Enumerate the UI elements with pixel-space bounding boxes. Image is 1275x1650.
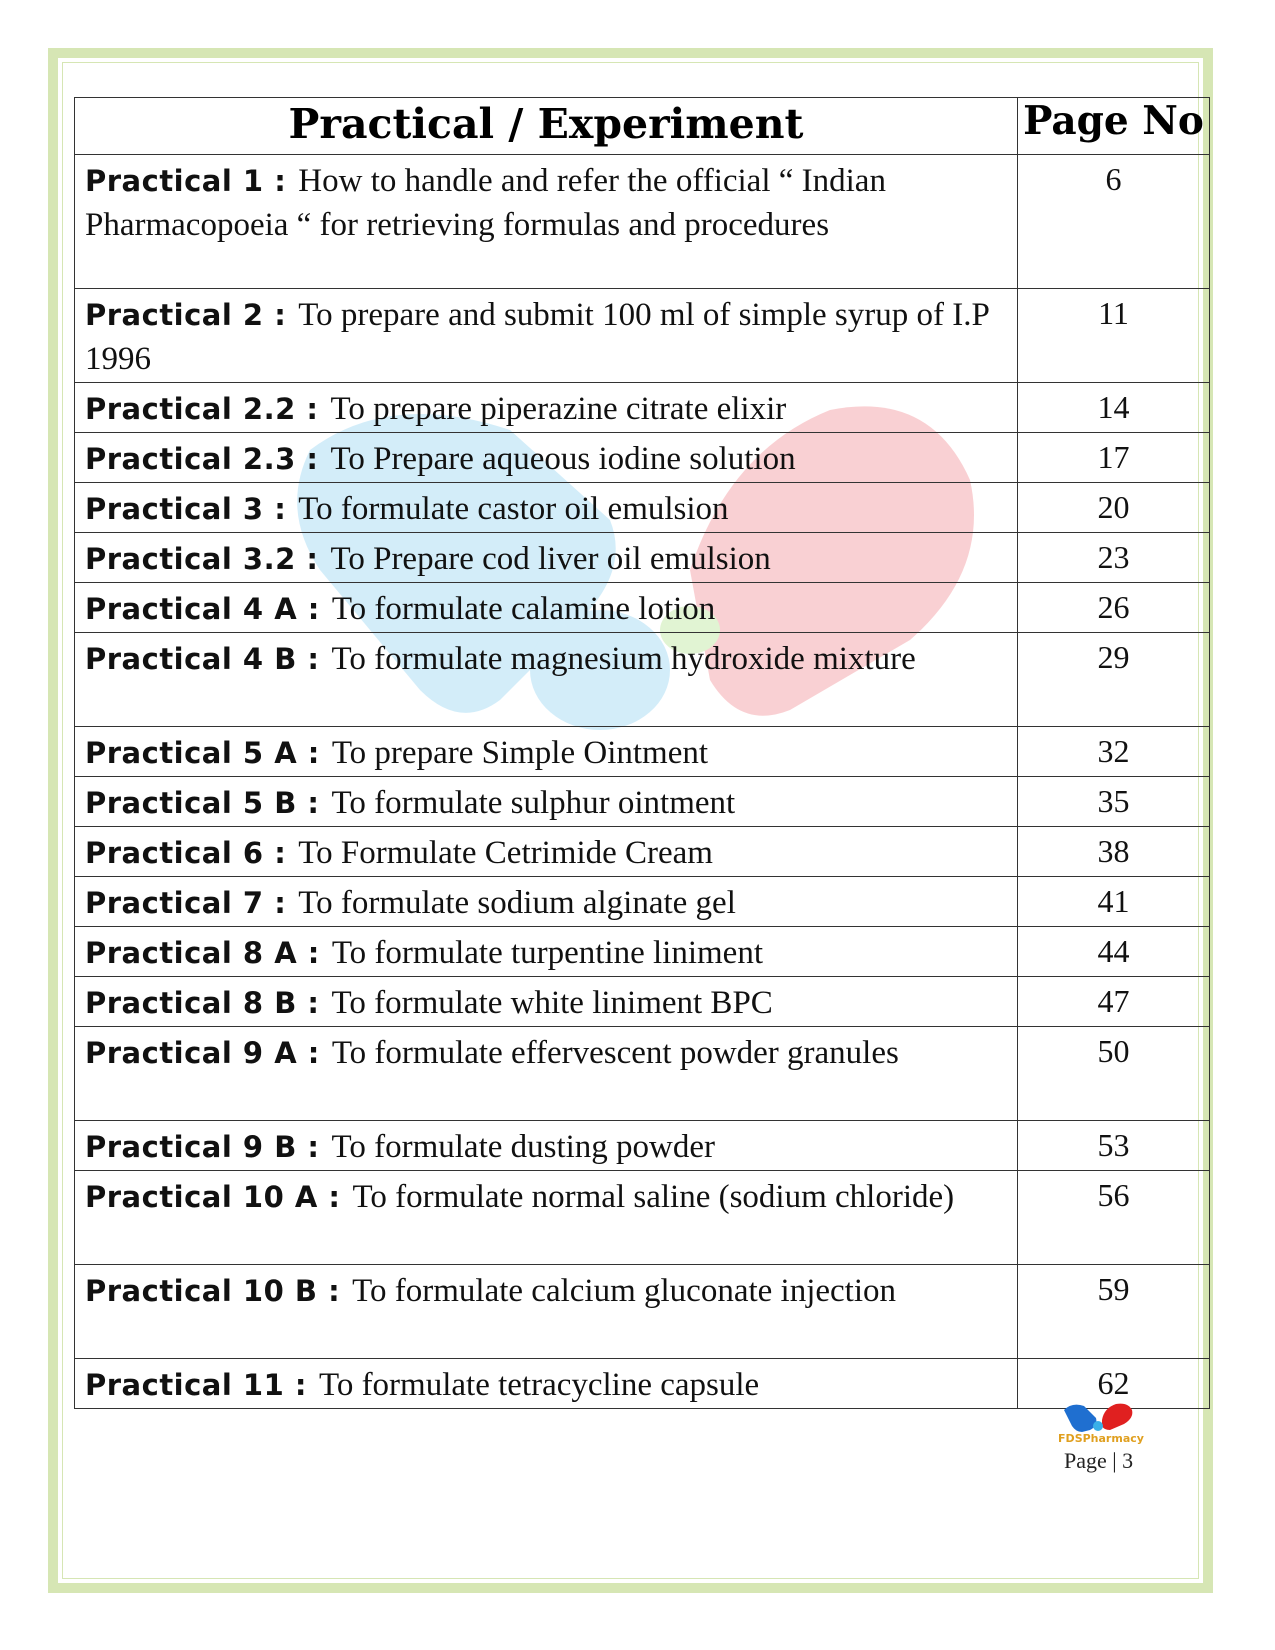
row-label: Practical 10 A : [85,1180,341,1214]
row-title: To Prepare cod liver oil emulsion [330,541,771,577]
table-row [75,383,1210,433]
row-label: Practical 11 : [85,1368,307,1402]
row-experiment [75,433,1018,483]
table-row [75,155,1210,289]
fdspharmacy-logo-icon [1062,1400,1136,1450]
row-page: 41 [1018,877,1210,927]
row-page: 44 [1018,927,1210,977]
row-page: 62 [1018,1359,1210,1409]
row-title: To Prepare aqueous iodine solution [330,441,796,477]
row-title: To formulate turpentine liniment [331,935,763,971]
row-experiment [75,877,1018,927]
table-row [75,1359,1210,1409]
table-row [75,827,1210,877]
toc-header-row [75,98,1210,155]
row-page: 6 [1018,155,1210,289]
row-page: 56 [1018,1171,1210,1265]
row-experiment [75,1027,1018,1121]
row-label: Practical 9 A : [85,1036,320,1070]
row-label: Practical 2.2 : [85,392,319,426]
row-label: Practical 2 : [85,298,287,332]
row-experiment [75,727,1018,777]
row-page: 35 [1018,777,1210,827]
row-title: To prepare piperazine citrate elixir [330,391,787,427]
row-experiment [75,383,1018,433]
footer-logo-text: FDSPharmacy [1058,1432,1144,1445]
table-row [75,977,1210,1027]
table-row [75,1027,1210,1121]
table-row [75,633,1210,727]
row-experiment [75,533,1018,583]
row-label: Practical 1 : [85,164,287,198]
row-title: To prepare and submit 100 ml of simple syrup of I.P 1996 [85,297,989,377]
row-page: 23 [1018,533,1210,583]
table-row [75,483,1210,533]
table-row [75,533,1210,583]
row-label: Practical 7 : [85,886,287,920]
row-page: 32 [1018,727,1210,777]
row-label: Practical 8 A : [85,936,320,970]
row-title: How to handle and refer the official “ Indian Pharmacopoeia “ for retrieving formulas and procedures [85,163,886,243]
row-title: To Formulate Cetrimide Cream [298,835,713,871]
row-page: 47 [1018,977,1210,1027]
table-row [75,1121,1210,1171]
row-experiment [75,1359,1018,1409]
row-page: 59 [1018,1265,1210,1359]
row-title: To formulate effervescent powder granules [331,1035,899,1071]
table-row [75,927,1210,977]
row-title: To formulate dusting powder [331,1129,716,1165]
table-row [75,1265,1210,1359]
row-experiment [75,1265,1018,1359]
header-page-no: Page No [1018,98,1210,155]
row-title: To formulate tetracycline capsule [318,1367,760,1403]
row-label: Practical 10 B : [85,1274,341,1308]
row-experiment [75,583,1018,633]
row-experiment [75,155,1018,289]
row-experiment [75,483,1018,533]
row-label: Practical 4 B : [85,642,320,676]
row-page: 53 [1018,1121,1210,1171]
row-page: 50 [1018,1027,1210,1121]
row-label: Practical 3 : [85,492,287,526]
row-title: To formulate castor oil emulsion [298,491,729,527]
row-label: Practical 5 B : [85,786,320,820]
table-row [75,727,1210,777]
header-experiment: Practical / Experiment [75,98,1018,155]
row-label: Practical 5 A : [85,736,320,770]
row-title: To formulate calcium gluconate injection [352,1273,896,1309]
table-row [75,877,1210,927]
row-label: Practical 8 B : [85,986,320,1020]
row-page: 17 [1018,433,1210,483]
row-label: Practical 6 : [85,836,287,870]
row-page: 26 [1018,583,1210,633]
row-title: To formulate sulphur ointment [331,785,736,821]
row-label: Practical 9 B : [85,1130,320,1164]
page-number: Page | 3 [1064,1448,1134,1473]
table-row [75,777,1210,827]
row-title: To formulate calamine lotion [331,591,716,627]
row-title: To prepare Simple Ointment [331,735,709,771]
row-label: Practical 3.2 : [85,542,319,576]
row-experiment [75,827,1018,877]
row-experiment [75,977,1018,1027]
row-experiment [75,1121,1018,1171]
table-row [75,289,1210,383]
row-title: To formulate magnesium hydroxide mixture [331,641,916,677]
row-experiment [75,777,1018,827]
row-label: Practical 2.3 : [85,442,319,476]
row-page: 20 [1018,483,1210,533]
row-page: 29 [1018,633,1210,727]
row-title: To formulate white liniment BPC [331,985,773,1021]
row-title: To formulate sodium alginate gel [298,885,736,921]
row-page: 11 [1018,289,1210,383]
table-row [75,1171,1210,1265]
row-experiment [75,289,1018,383]
row-title: To formulate normal saline (sodium chloride) [352,1179,955,1215]
row-experiment [75,927,1018,977]
row-experiment [75,1171,1018,1265]
toc-table [74,97,1210,1409]
row-label: Practical 4 A : [85,592,320,626]
row-experiment [75,633,1018,727]
row-page: 14 [1018,383,1210,433]
table-row [75,433,1210,483]
table-row [75,583,1210,633]
row-page: 38 [1018,827,1210,877]
